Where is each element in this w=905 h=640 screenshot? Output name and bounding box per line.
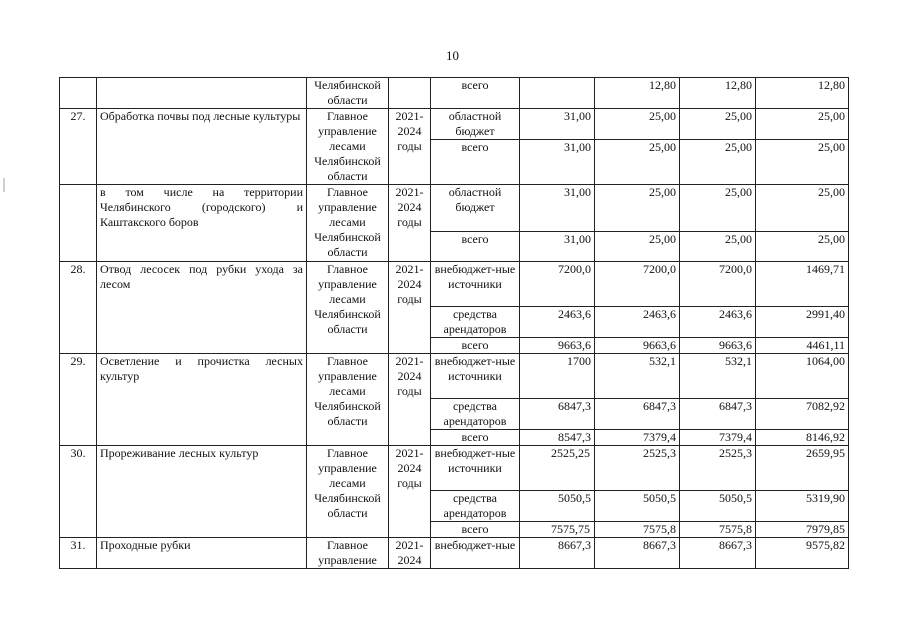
value-2024: 9575,82 [756,538,849,569]
measure-name: Проходные рубки [97,538,307,569]
value-2023: 532,1 [680,354,756,399]
value-2021: 6847,3 [520,399,595,430]
value-2022: 25,00 [595,185,680,232]
funding-source: внебюджет-ные источники [431,354,520,399]
value-2021 [520,78,595,109]
row-number: 29. [60,354,97,446]
value-2022: 532,1 [595,354,680,399]
funding-source: областной бюджет [431,185,520,232]
value-2023: 7200,0 [680,262,756,307]
value-2022: 12,80 [595,78,680,109]
value-2022: 25,00 [595,109,680,140]
value-2024: 2991,40 [756,307,849,338]
period-cell: 2021-2024 годы [389,262,431,354]
value-2022: 25,00 [595,232,680,262]
measure-name [97,78,307,109]
value-2021: 8547,3 [520,430,595,446]
value-2023: 2463,6 [680,307,756,338]
value-2022: 9663,6 [595,338,680,354]
period-cell: 2021-2024 годы [389,354,431,446]
row-number [60,78,97,109]
value-2023: 7379,4 [680,430,756,446]
value-2021: 1700 [520,354,595,399]
funding-source: всего [431,338,520,354]
row-number: 27. [60,109,97,185]
budget-table [59,77,849,569]
value-2021: 7200,0 [520,262,595,307]
funding-source: средства арендаторов [431,491,520,522]
value-2024: 25,00 [756,185,849,232]
value-2024: 25,00 [756,109,849,140]
row-number: 28. [60,262,97,354]
value-2024: 5319,90 [756,491,849,522]
executor-cell: Главное управление лесами Челябинской области [307,354,389,446]
table-row [60,185,849,232]
measure-name: Осветление и прочистка лесных культур [97,354,307,446]
funding-source: внебюджет-ные [431,538,520,569]
row-number: 31. [60,538,97,569]
table-row [60,262,849,307]
value-2022: 2463,6 [595,307,680,338]
value-2023: 25,00 [680,140,756,185]
table-row [60,354,849,399]
executor-cell: Челябинской области [307,78,389,109]
value-2022: 7575,8 [595,522,680,538]
value-2021: 31,00 [520,140,595,185]
period-cell: 2021-2024 [389,538,431,569]
row-number [60,185,97,262]
funding-source: всего [431,140,520,185]
funding-source: всего [431,522,520,538]
value-2021: 2463,6 [520,307,595,338]
value-2022: 5050,5 [595,491,680,522]
value-2022: 7200,0 [595,262,680,307]
measure-name: в том числе на территории Челябинского (городского) и Каштакского боров [97,185,307,262]
funding-source: областной бюджет [431,109,520,140]
value-2023: 6847,3 [680,399,756,430]
value-2024: 1469,71 [756,262,849,307]
funding-source: средства арендаторов [431,307,520,338]
value-2022: 25,00 [595,140,680,185]
value-2021: 8667,3 [520,538,595,569]
value-2021: 31,00 [520,109,595,140]
executor-cell: Главное управление лесами Челябинской области [307,109,389,185]
value-2023: 12,80 [680,78,756,109]
funding-source: внебюджет-ные источники [431,262,520,307]
value-2023: 8667,3 [680,538,756,569]
executor-cell: Главное управление лесами Челябинской области [307,185,389,262]
funding-source: всего [431,232,520,262]
value-2022: 2525,3 [595,446,680,491]
value-2023: 25,00 [680,109,756,140]
value-2021: 31,00 [520,232,595,262]
period-cell: 2021-2024 годы [389,109,431,185]
period-cell [389,78,431,109]
value-2021: 31,00 [520,185,595,232]
value-2024: 7979,85 [756,522,849,538]
measure-name: Прореживание лесных культур [97,446,307,538]
value-2023: 25,00 [680,232,756,262]
value-2024: 25,00 [756,140,849,185]
value-2023: 9663,6 [680,338,756,354]
funding-source: всего [431,430,520,446]
value-2021: 7575,75 [520,522,595,538]
executor-cell: Главное управление лесами Челябинской области [307,446,389,538]
funding-source: всего [431,78,520,109]
funding-source: внебюджет-ные источники [431,446,520,491]
value-2024: 2659,95 [756,446,849,491]
value-2024: 25,00 [756,232,849,262]
funding-source: средства арендаторов [431,399,520,430]
value-2023: 25,00 [680,185,756,232]
value-2023: 5050,5 [680,491,756,522]
row-number: 30. [60,446,97,538]
value-2024: 1064,00 [756,354,849,399]
table-row [60,446,849,491]
scan-artifact [3,178,5,192]
measure-name: Обработка почвы под лесные культуры [97,109,307,185]
value-2024: 4461,11 [756,338,849,354]
value-2024: 7082,92 [756,399,849,430]
table-row [60,78,849,109]
executor-cell: Главное управление лесами Челябинской области [307,262,389,354]
value-2024: 12,80 [756,78,849,109]
period-cell: 2021-2024 годы [389,446,431,538]
executor-cell: Главное управление [307,538,389,569]
value-2023: 7575,8 [680,522,756,538]
value-2021: 5050,5 [520,491,595,522]
table-row [60,109,849,140]
value-2021: 2525,25 [520,446,595,491]
value-2022: 6847,3 [595,399,680,430]
value-2024: 8146,92 [756,430,849,446]
measure-name: Отвод лесосек под рубки ухода за лесом [97,262,307,354]
page-number: 10 [446,48,459,63]
value-2023: 2525,3 [680,446,756,491]
period-cell: 2021-2024 годы [389,185,431,262]
table-row [60,538,849,569]
value-2022: 7379,4 [595,430,680,446]
value-2021: 9663,6 [520,338,595,354]
value-2022: 8667,3 [595,538,680,569]
